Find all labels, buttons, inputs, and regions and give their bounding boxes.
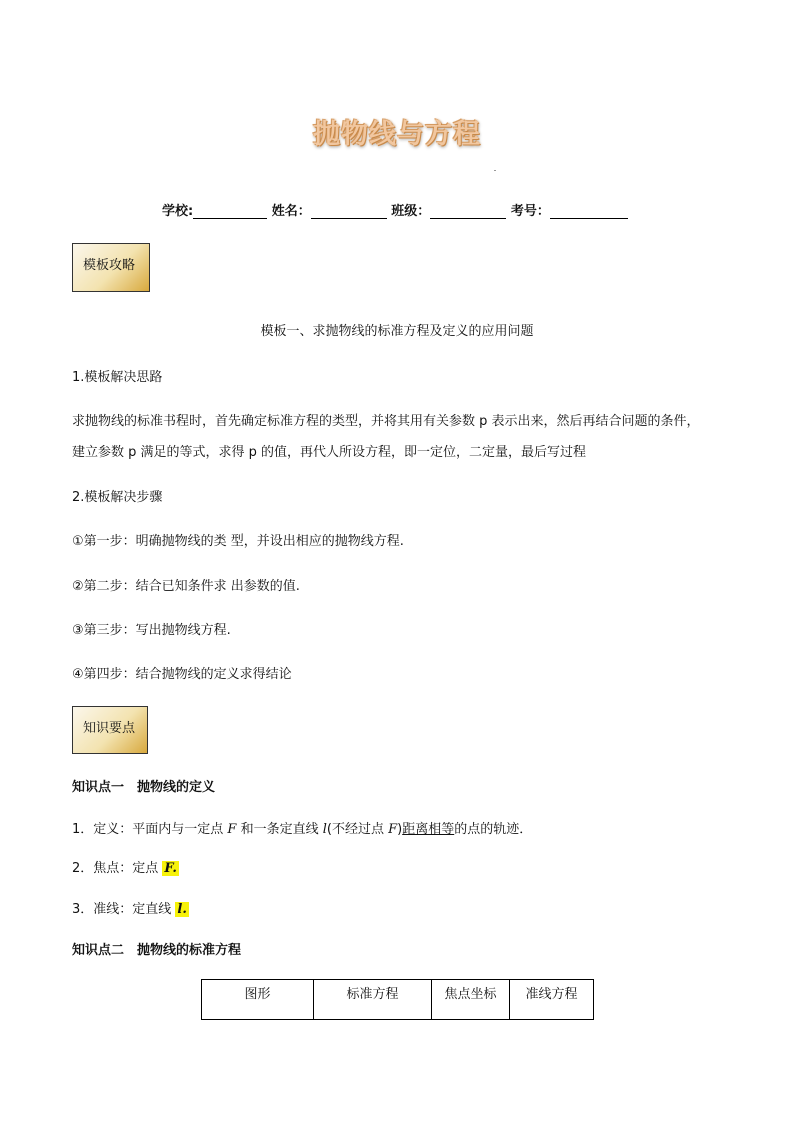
section1-text-line2: 建立参数 p 满足的等式，求得 p 的值，再代人所设方程，即一定位，二定量，最后写过程 — [72, 445, 587, 460]
class-blank[interactable] — [430, 204, 506, 219]
point-f: F — [227, 822, 237, 837]
focus-line — [72, 857, 179, 876]
section2-heading: 2.模板解决步骤 — [72, 490, 163, 505]
definition-suffix: 的点的轨迹． — [454, 822, 533, 837]
knowledge-point-1-heading: 知识点一 抛物线的定义 — [72, 780, 216, 795]
knowledge-points-box — [72, 706, 148, 754]
knowledge-point-2-heading: 知识点二 抛物线的标准方程 — [72, 943, 242, 958]
table-header-directrix-equation: 准线方程 — [510, 980, 594, 1020]
step-3: ③第三步：写出抛物线方程. — [72, 623, 231, 638]
line-l: l — [322, 822, 327, 837]
school-label: 学校: — [162, 204, 194, 219]
directrix-line — [72, 898, 189, 917]
class-label: 班级： — [391, 204, 431, 219]
section1-text-line1: 求抛物线的标准书程时，首先确定标准方程的类型，并将其用有关参数 p 表示出来，然后再结合问题的条件， — [72, 414, 700, 429]
equal-distance-text: 距离相等 — [402, 822, 455, 837]
definition-paren-close: ) — [397, 822, 403, 837]
title-mark — [494, 170, 496, 171]
standard-equation-table — [201, 979, 594, 1020]
template-heading: 模板一、求抛物线的标准方程及定义的应用问题 — [260, 324, 534, 339]
definition-prefix: 1．定义：平面内与一定点 — [72, 822, 228, 837]
definition-mid: 和一条定直线 — [236, 822, 323, 837]
step-2: ②第二步：结合已知条件求 出参数的值. — [72, 579, 300, 594]
document-title: 抛物线与方程 — [313, 119, 481, 150]
knowledge-points-label: 知识要点 — [83, 721, 136, 736]
name-label: 姓名： — [271, 204, 311, 219]
name-blank[interactable] — [311, 204, 387, 219]
table-header-standard-equation: 标准方程 — [314, 980, 432, 1020]
table-header-focus-coordinates: 焦点坐标 — [432, 980, 510, 1020]
exam-no-label: 考号： — [510, 204, 550, 219]
table-row — [202, 980, 594, 1020]
template-strategy-label: 模板攻略 — [83, 258, 136, 273]
table-header-figure: 图形 — [202, 980, 314, 1020]
step-1: ①第一步：明确抛物线的类 型，并设出相应的抛物线方程. — [72, 534, 404, 549]
directrix-prefix: 3．准线：定直线 — [72, 902, 176, 917]
focus-prefix: 2．焦点：定点 — [72, 861, 163, 876]
point-f-2: F — [388, 822, 398, 837]
focus-value: F. — [164, 861, 177, 876]
step-4: ④第四步：结合抛物线的定义求得结论 — [72, 667, 292, 682]
directrix-value: l. — [177, 902, 187, 917]
definition-line — [72, 818, 532, 837]
definition-paren-open: (不经过点 — [326, 822, 389, 837]
exam-no-blank[interactable] — [550, 204, 628, 219]
template-strategy-box — [72, 243, 150, 292]
student-info-line — [162, 200, 628, 219]
section1-heading: 1.模板解决思路 — [72, 370, 163, 385]
school-blank[interactable] — [193, 204, 267, 219]
